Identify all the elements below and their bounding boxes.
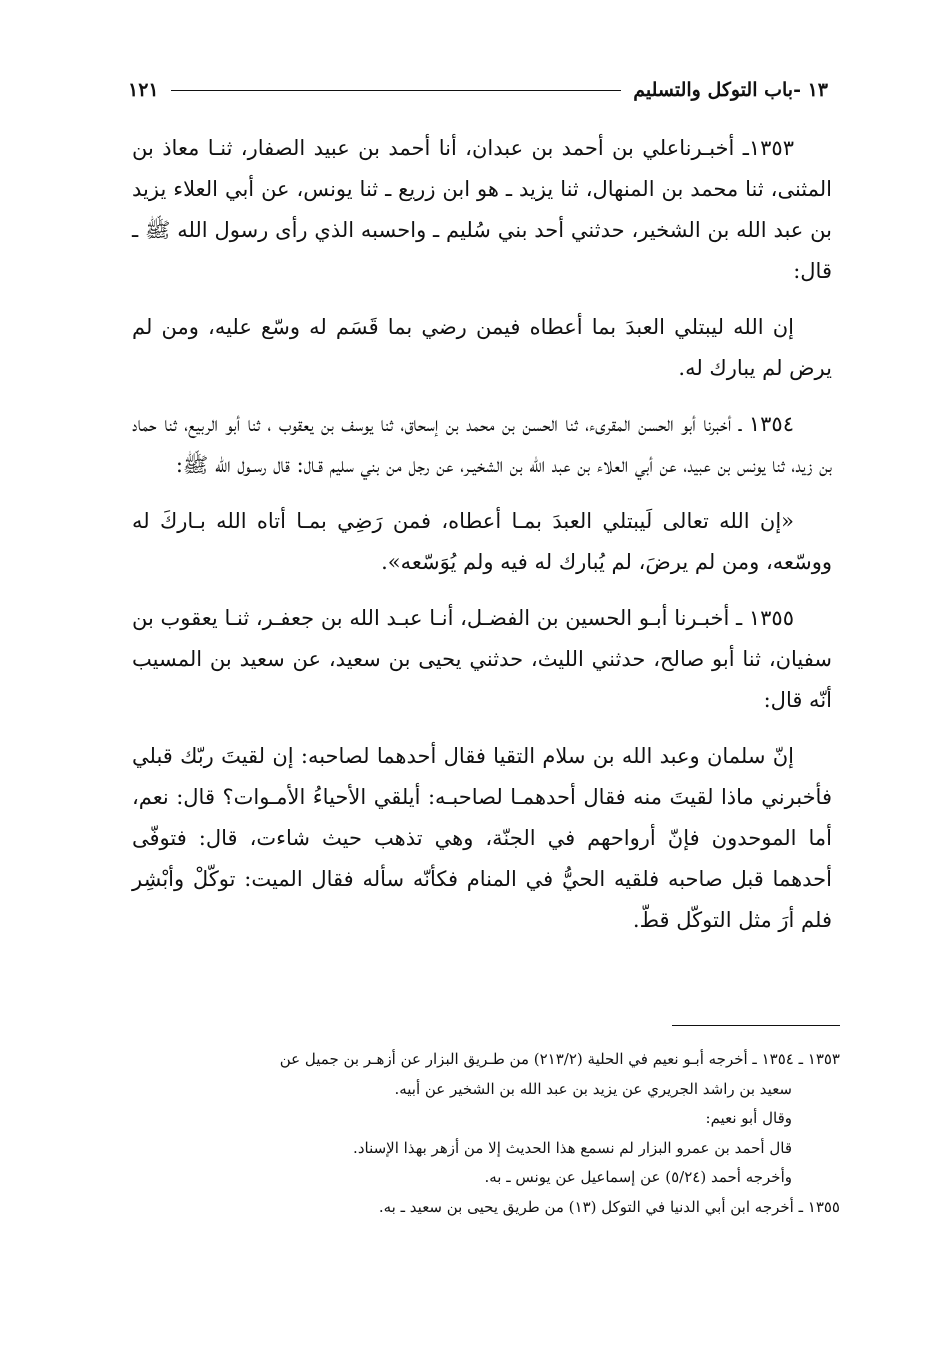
header-rule bbox=[171, 90, 622, 91]
footnote-line: سعيد بن راشد الجريري عن يزيد بن عبد الله بن الشخير عن أبيه. bbox=[394, 1079, 792, 1098]
hadith-1354-matn: «إن الله تعالى لَيبتلي العبدَ بمـا أعطاه، فمن رَضِي بمـا أتاه الله بـاركَ له ووسّعه، ومن لم يرضَ، لم يُبارك له فيه ولم يُوَسّعه». bbox=[132, 509, 832, 574]
footnote-1355: ١٣٥٥ ـ أخرجه ابن أبي الدنيا في التوكل (١٣) من طريق يحيى بن سعيد ـ به. bbox=[378, 1197, 840, 1216]
hadith-1353-isnad: ١٣٥٣ـ أخبـرناعلي بن أحمد بن عبدان، أنا أحمد بن عبيد الصفار، ثنـا معاذ بن المثنى، ثنا محمد بن المنهال، ثنا يزيد ـ هو ابن زريع ـ ثنا يونس، عن أبي العلاء يزيد بن عبد الله بن الشخير، حدثني أحد بني سُليم ـ واحسبه الذي رأى رسول الله ﷺ ـ قال: bbox=[132, 136, 832, 283]
hadith-1354-isnad: ١٣٥٤ ـ أخبرنا أبو الحسن المقرىء، ثنا الحسن بن محمد بن إسحاق، ثنا يوسف بن يعقوب ، ثنا أبو الربيع، ثنا حماد بن زيد، ثنا يونس بن عبيد، عن أبي العلاء بن عبد الله بن الشخيـر، عن رجل من بني سليم قـال: قال رسـول الله ﷺ: bbox=[132, 412, 832, 477]
hadith-1355-matn: إنّ سلمان وعبد الله بن سلام التقيا فقال أحدهما لصاحبه: إن لقيتَ ربّك قبلي فأخبرني ماذا لقيتَ منه فقال أحدهمـا لصاحبـه: أيلقي الأحياءُ الأمـوات؟ قال: نعم، أما الموحدون فإنّ أرواحهم في الجنّة، وهي تذهب حيث شاءت، قال: فتوفّى أحدهما قبل صاحبه فلقيه الحيُّ في المنام فكأنّه سأله فقال الميت: توكّلْ وأبْشِر فلم أرَ مثل التوكّل قطّ. bbox=[132, 744, 832, 932]
footnote-line: وأخرجه أحمد (٥/٢٤) عن إسماعيل عن يونس ـ به. bbox=[484, 1168, 792, 1186]
running-title: ١٣ -باب التوكل والتسليم bbox=[633, 79, 828, 101]
footnote-line: وقال أبو نعيم: bbox=[705, 1109, 792, 1127]
page-number: ١٢١ bbox=[128, 79, 159, 101]
hadith-1355-isnad: ١٣٥٥ ـ أخبـرنا أبـو الحسين بن الفضـل، أنـا عبـد الله بن جعفـر، ثنـا يعقوب بن سفيان، ثنا أبو صالح، حدثني الليث، حدثني يحيى بن سعيد، عن سعيد بن المسيب أنّه قال: bbox=[132, 606, 832, 712]
main-text bbox=[132, 128, 832, 956]
footnote-1353-1354: ١٣٥٣ ـ ١٣٥٤ ـ أخرجه أبـو نعيم في الحلية (٢١٣/٢) من طـريق البزار عن أزهـر بن جميل عن bbox=[279, 1050, 840, 1068]
hadith-1353-matn: إن الله ليبتلي العبدَ بما أعطاه فيمن رضي بما قَسَم له وسّع عليه، ومن لم يرض لم يبارك له. bbox=[132, 315, 832, 380]
footnote-line: قال أحمد بن عمرو البزار لم نسمع هذا الحديث إلا من أزهر بهذا الإسناد. bbox=[353, 1138, 792, 1157]
footnotes bbox=[130, 1045, 840, 1222]
page-header bbox=[128, 70, 828, 110]
footnote-separator bbox=[672, 1025, 840, 1026]
